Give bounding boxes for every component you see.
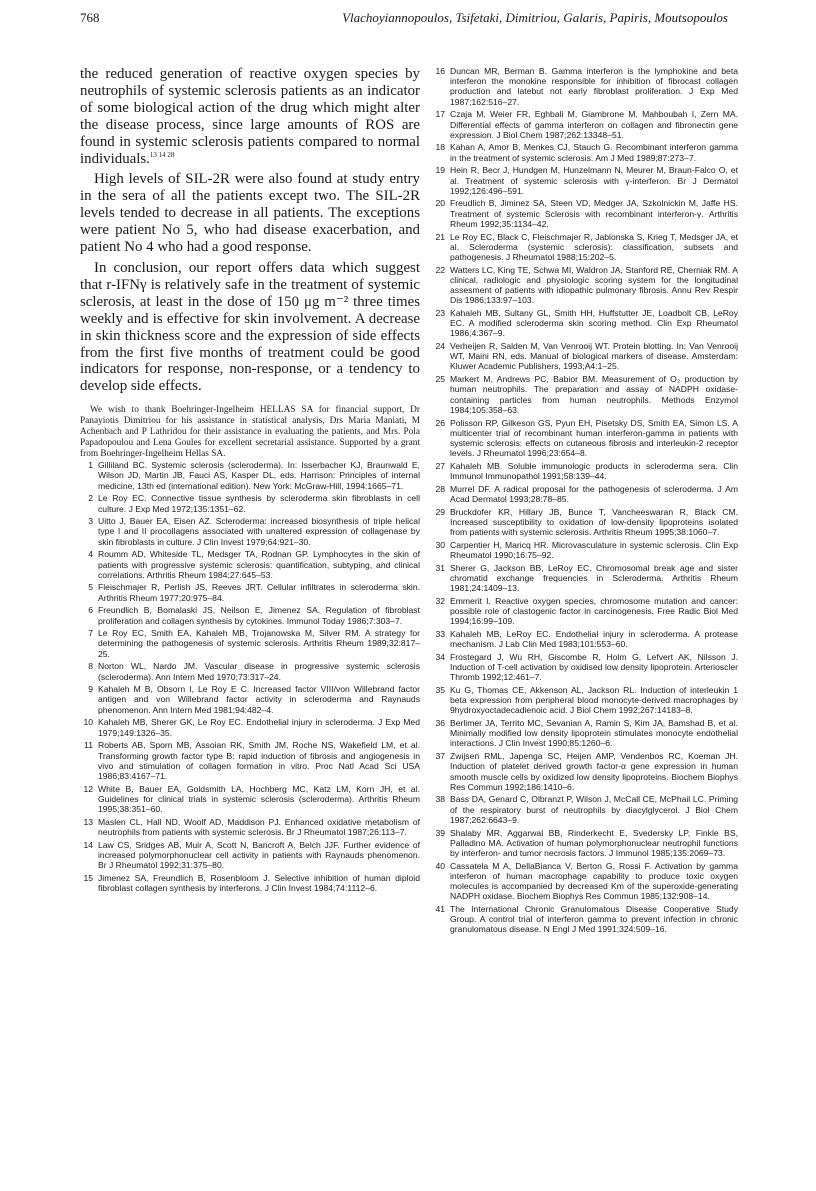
reference-text: Roumm AD, Whiteside TL, Medsger TA, Rodnan GP. Lymphocytes in the skin of patients with progressive systemic sclerosis: quantification, subtyping, and clinical correlations. Arthritis Rheum 1984;27:645–53. [98, 549, 420, 580]
reference-number: 8 [88, 661, 93, 672]
reference-text: Norton WL, Nardo JM. Vascular disease in progressive systemic sclerosis (scleroderma). Ann Intern Med 1970;73:317–24. [98, 661, 420, 682]
reference-text: Law CS, Sridges AB, Muir A, Scott N, Bancroft A, Belch JJF. Further evidence of increased polymorphonuclear cell activity in patients with Raynauds phenomenon. Br J Rheumatol 1992;31:375–80. [98, 839, 420, 871]
reference-text: Le Roy EC, Smith EA, Kahaleh MB, Trojanowska M, Silver RM. A strategy for determining the pathogenesis of systemic sclerosis. Arthritis Rheum 1989;32:817–25. [98, 628, 420, 659]
reference-text: Roberts AB, Sporn MB, Assoian RK, Smith JM, Roche NS, Wakefield LM, et al. Transforming growth factor type B: rapid induction of fibrosis and angiogenesis in vivo and stimulation of collagen formation in vitro. Proc Natl Acad Sci USA 1986;83:4167–71. [98, 740, 420, 781]
reference-text: Kahaleh M B, Obsorn I, Le Roy E C. Increased factor VIII/von Willebrand factor antigen and von Willebrand factor activity in scleroderma and Raynauds phenomenon. Ann Intern Med 1981;94:482–4. [98, 684, 420, 715]
reference-text: Uitto J, Bauer EA, Eisen AZ. Scleroderma: increased biosynthesis of triple helical type I and II procollagens associated with unaltered expression of collagenase by skin fibroblasts in culture. J Clin Invest 1979;64:921–30. [98, 516, 420, 547]
reference-number: 15 [83, 872, 93, 883]
reference-number: 33 [435, 628, 445, 639]
reference-number: 11 [84, 740, 93, 751]
reference-item [432, 142, 738, 162]
reference-text: Kahaleh MB, LeRoy EC. Endothelial injury in scleroderma. A protease mechanism. J Lab Clin Med 1983;101:553–60. [450, 628, 738, 650]
reference-number: 25 [435, 374, 445, 385]
reference-number: 22 [435, 264, 445, 275]
reference-item [432, 308, 738, 339]
reference-number: 13 [83, 816, 93, 827]
reference-text: Kahan A, Amor B, Menkes CJ, Stauch G. Recombinant interferon gamma in the treatment of systemic sclerosis. Am J Med 1989;87:273–7. [450, 142, 738, 163]
reference-number: 19 [435, 165, 445, 176]
reference-text: Fleischmajer R, Perlish JS, Reeves JRT. Cellular infiltrates in scleroderma skin. Arthritis Rheum 1977;20:975–84. [98, 582, 420, 603]
reference-item [432, 198, 738, 229]
reference-item [432, 751, 738, 792]
reference-text: Le Roy EC, Black C, Fleischmajer R, Jablonska S, Krieg T, Medsger JA, et al. Scleroderma (systemic sclerosis): classification, subsets and pathogenesis. J Rheumatol 1988;15:202–5. [450, 231, 738, 262]
reference-text: Freudlich B, Jiminez SA, Steen VD, Medger JA, Szkolnickin M, Jaffe HS. Treatment of systemic Sclerosis with recombinant interferon-γ. Arthritis Rheum 1992;35:1134–42. [450, 198, 738, 229]
reference-item [432, 66, 738, 107]
reference-item [80, 840, 420, 871]
reference-number: 1 [88, 460, 93, 471]
reference-text: Hein R, Becr J, Hundgen M, Hunzelmann N, Meurer M, Braun-Falco O, et al. Treatment of systemic sclerosis with γ-interferon. Br J Dermatol 1992;126:496–591. [450, 165, 738, 196]
reference-number: 3 [88, 516, 93, 527]
reference-number: 41 [435, 903, 445, 914]
reference-item [80, 784, 420, 815]
reference-text: White B, Bauer EA, Goldsmith LA, Hochberg MC, Katz LM, Korn JH, et al. Guidelines for clinical trials in systemic sclerosis (scleroderma). Arthritis Rheum 1995;38:351–60. [98, 783, 420, 815]
reference-text: Bass DA, Genard C, Olbranzt P, Wilson J, McCall CE, McPhail LC. Priming of the respiratory burst of neutrophils by diacylglycerol. J Biol Chem 1987;262:6643–9. [450, 794, 738, 825]
left-column [80, 66, 420, 896]
reference-item [432, 507, 738, 538]
reference-number: 10 [83, 717, 93, 728]
body-paragraph: In conclusion, our report offers data which suggest that r-IFNγ is relatively safe in the treatment of systemic sclerosis, at least in the dose of 150 μg m⁻² three times weekly and is effective for skin involvement. A decrease in skin thickness score and the expression of side effects from the first five months of treatment could be good indicators for response, non-response, or a tendency to develop side effects. [80, 259, 420, 395]
reference-text: Polisson RP, Gilkeson GS, Pyun EH, Pisetsky DS, Smith EA, Simon LS. A multicenter trial of recombinant human interferon-gamma in patients with systemic sclerosis: effects on cutaneous fibrosis and interleukin-2 receptor levels. J Rheumatol 1996;23:654–8. [450, 417, 738, 459]
reference-item [80, 549, 420, 580]
reference-item [80, 460, 420, 491]
reference-number: 39 [435, 827, 445, 838]
reference-number: 20 [435, 198, 445, 209]
reference-item [432, 861, 738, 902]
reference-text: Carpentier H, Maricq HR. Microvasculature in systemic sclerosis. Clin Exp Rheumatol 1990;16:75–92. [450, 539, 738, 560]
reference-item [432, 794, 738, 825]
reference-text: Sherer G, Jackson BB, LeRoy EC. Chromosomal break age and sister chromatid exchange frequencies in Scleroderma. Arthritis Rheum 1981;24:1409–13. [450, 562, 738, 594]
reference-item [432, 165, 738, 196]
reference-number: 30 [435, 539, 445, 550]
reference-text: Frostegard J, Wu RH, Giscombe R, Holm G, Lefvert AK, Nilsson J. Induction of T-cell activation by oxidised low density lipoprotein. Arterioscler Thromb 1992;12:461–7. [450, 651, 738, 683]
reference-number: 14 [83, 839, 93, 850]
acknowledgement: We wish to thank Boehringer-Ingelheim HELLAS SA for financial support, Dr Panayiotis Dimitriou for his assistance in statistical analysis, Drs Maria Maniati, M Achenbach and P Lathridou for their assistance in evaluating the patients, and Mrs. Pola Papadopoulou and Lena Goules for excellent secretarial assistance. Supported by a grant from Boehringer-Ingelheim Hellas SA. [80, 405, 420, 460]
reference-item [80, 661, 420, 681]
reference-number: 2 [88, 493, 93, 504]
reference-number: 9 [88, 684, 93, 695]
reference-text: Verheijen R, Salden M, Van Venrooij WT. Protein blotting. In: Van Venrooij WT, Maini RN, eds. Manual of biological markers of disease. Amsterdam: Kluwer Academic Publishers, 1993;A4:1–25. [450, 341, 738, 372]
reference-item [432, 418, 738, 459]
reference-number: 23 [435, 307, 445, 318]
reference-number: 35 [435, 684, 445, 695]
reference-text: Ku G, Thomas CE, Akkenson AL, Jackson RL. Induction of interleukin 1 beta expression from peripheral blood monocyte-derived macrophages by 9hydroxyoctadecadienoic acid. J Biol Chem 1992;267:14183–8. [450, 684, 738, 716]
reference-text: Freundlich B, Bomalaski JS, Neilson E, Jimenez SA. Regulation of fibroblast proliferation and collagen synthesis by cytokines. Immunol Today 1986;7:303–7. [98, 605, 420, 626]
reference-item [432, 685, 738, 716]
reference-number: 12 [83, 783, 93, 794]
reference-item [432, 718, 738, 749]
reference-item [432, 563, 738, 594]
reference-number: 38 [435, 794, 445, 805]
reference-item [432, 265, 738, 306]
reference-text: Berlimer JA, Territo MC, Sevanian A, Ramin S, Kim JA, Bamshad B, et al. Minimally modified low density lipoprotein stimulates monocyte endothelial interactions. J Clin Invest 1990;85:1260–6. [450, 717, 738, 749]
reference-number: 18 [435, 142, 445, 153]
reference-item [80, 684, 420, 715]
reference-number: 21 [435, 231, 445, 242]
reference-number: 37 [435, 751, 445, 762]
running-header [0, 10, 816, 30]
body-paragraph: the reduced generation of reactive oxygen species by neutrophils of systemic sclerosis patients as an indicator of some biological action of the drug which might alter the disease process, since large amounts of ROS are found in systemic sclerosis patients compared to normal individuals.$^{13 14 28}$ [80, 66, 420, 167]
reference-text: Shalaby MR, Aggarwal BB, Rinderkecht E, Svedersky LP, Finkle BS, Palladino MA. Activation of human polymorphonuclear neutrophil functions by interferon- and tumor necrosis factors. J Immunol 1985;135:2069–73. [450, 827, 738, 858]
reference-number: 29 [435, 506, 445, 517]
reference-text: Le Roy EC. Connective tissue synthesis by scleroderma skin fibroblasts in cell culture. J Exp Med 1972;135:1351–62. [98, 493, 420, 514]
reference-number: 34 [435, 651, 445, 662]
reference-item [432, 652, 738, 683]
reference-item [432, 540, 738, 560]
reference-number: 4 [88, 549, 93, 560]
reference-item [432, 232, 738, 263]
reference-item [432, 109, 738, 140]
reference-item [432, 484, 738, 504]
body-text [80, 66, 420, 395]
citation-superscript: 13 14 28 [149, 150, 175, 159]
reference-text: Gilliland BC. Systemic sclerosis (scleroderma). In: Isserbacher KJ, Braunwald E, Wilson JD, Martin JB, Fauci AS, Kasper DL, eds. Harrison: Principles of internal medicine, 13th ed (international edition). New York: McGraw-Hill, 1994:1665–71. [98, 460, 420, 491]
reference-item [432, 904, 738, 935]
reference-item [432, 629, 738, 649]
reference-text: Czaja M, Weier FR, Eghbali M, Giambrone M, Mahboubah I, Zern MA. Differential effects of gamma interferon on collagen and fibronectin gene expression. J Biol Chem 1987;262:13348–51. [450, 109, 738, 140]
reference-item [80, 516, 420, 547]
reference-text: Kahaleh MB. Soluble immunologic products in scleroderma sera. Clin Immunol Immunopathol 1991;58:139–44. [450, 460, 738, 482]
reference-number: 31 [435, 562, 445, 573]
reference-item [80, 873, 420, 893]
reference-number: 17 [435, 109, 445, 120]
reference-item [80, 817, 420, 837]
reference-number: 16 [435, 66, 445, 76]
reference-number: 24 [435, 341, 445, 352]
right-column [432, 66, 738, 937]
reference-item [80, 605, 420, 625]
page-number: 768 [80, 10, 100, 25]
reference-number: 40 [435, 860, 445, 871]
reference-item [80, 493, 420, 513]
running-authors: Vlachoyiannopoulos, Tsifetaki, Dimitriou, Galaris, Papiris, Moutsopoulos [342, 10, 728, 25]
reference-item [432, 596, 738, 627]
reference-text: Zwijsen RML, Japenga SC, Heijen AMP, Vendenbos RC, Koeman JH. Induction of platelet derived growth factor-α gene expression in human smooth muscle cells by oxidized low density lipoproteins. Biochem Biophys Res Commun 1992;186:1410–6. [450, 751, 738, 792]
reference-number: 26 [435, 417, 445, 428]
reference-text: Bruckdofer KR, Hillary JB, Bunce T, Vancheeswaran R, Black CM. Increased susceptibility to oxidation of low-density lipoproteins isolated from patients with systemic sclerosis. Arthritis Rheum 1995;38:1060–7. [450, 506, 738, 538]
reference-number: 32 [435, 595, 445, 606]
reference-text: Emmerit I. Reactive oxygen species, chromosome mutation and cancer: possible role of clastogenic factor in carcinogenesis. Free Radic Biol Med 1994;16:99–109. [450, 595, 738, 627]
reference-text: Maslen CL, Hall ND, Woolf AD, Maddison PJ. Enhanced oxidative metabolism of neutrophils from patients with systemic sclerosis. Br J Rheumatol 1987;26:113–7. [98, 816, 420, 837]
reference-item [432, 461, 738, 481]
reference-item [432, 374, 738, 415]
reference-text: Kahaleh MB, Sultany GL, Smith HH, Huffstutter JE, Loadbolt CB, LeRoy EC. A modified scleroderma skin scoring method. Clin Exp Rheumatol 1986;4:367–9. [450, 307, 738, 339]
reference-text: Duncan MR, Berman B. Gamma interferon is the lymphokine and beta interferon the monokine responsible for inhibition of fibrocast collagen production and latebut not early fibroblast proliferation. J Exp Med 1987;162:516–27. [450, 66, 738, 107]
reference-number: 27 [435, 460, 445, 471]
reference-text: Watters LC, King TE, Schwa MI, Waldron JA, Stanford RE, Cherniak RM. A clinical, radiologic and physiologic scoring system for the longitudinal assesment of patients with idiopathic pulmonary fibrosis. Annu Rev Respir Dis 1986;133:97–103. [450, 264, 738, 306]
reference-text: Murrel DF. A radical proposal for the pathogenesis of scleroderma. J Am Acad Dermatol 1993;28:78–85. [450, 483, 738, 504]
reference-text: Jimenez SA, Freundlich B, Rosenbloom J. Selective inhibition of human diploid fibroblast collagen synthesis by interferons. J Clin Invest 1984;74:1112–6. [98, 872, 420, 893]
reference-item [80, 717, 420, 737]
reference-text: Markert M, Andrews PC, Babior BM. Measurement of O₂ production by human neutrophils. The preparation and assay of NADPH oxidase-containing particles from human neutrophils. Methods Enzymol 1984;105:358–63. [450, 374, 738, 415]
reference-list-left [80, 460, 420, 893]
reference-number: 6 [88, 605, 93, 616]
reference-list-right [432, 66, 738, 935]
body-paragraph: High levels of SIL-2R were also found at study entry in the sera of all the patients except two. The SIL-2R levels tended to decrease in all patients. The exceptions were patient No 5, who had disease exacerbation, and patient No 4 who had a good response. [80, 171, 420, 256]
reference-item [80, 740, 420, 781]
reference-item [432, 341, 738, 372]
reference-number: 5 [88, 582, 93, 593]
reference-item [432, 828, 738, 859]
reference-text: Kahaleh MB, Sherer GK, Le Roy EC. Endothelial injury in scleroderma. J Exp Med 1979;149:1326–35. [98, 717, 420, 738]
reference-item [80, 582, 420, 602]
reference-item [80, 628, 420, 659]
reference-number: 36 [435, 717, 445, 728]
reference-number: 7 [88, 628, 93, 639]
reference-text: Cassatela M A, DellaBianca V, Berton G, Rossi F. Activation by gamma interferon of human macrophage capability to produce toxic oxygen molecules is accompanied by decreased Km of the superoxide-generating NADPH oxidase. Biochem Biophys Res Commun 1985;132:908–14. [450, 860, 738, 902]
reference-number: 28 [435, 483, 445, 494]
reference-text: The International Chronic Granulomatous Disease Cooperative Study Group. A control trial of interferon gamma to prevent infection in chronic granulomatous disease. N Engl J Med 1991;324:509–16. [450, 903, 738, 935]
